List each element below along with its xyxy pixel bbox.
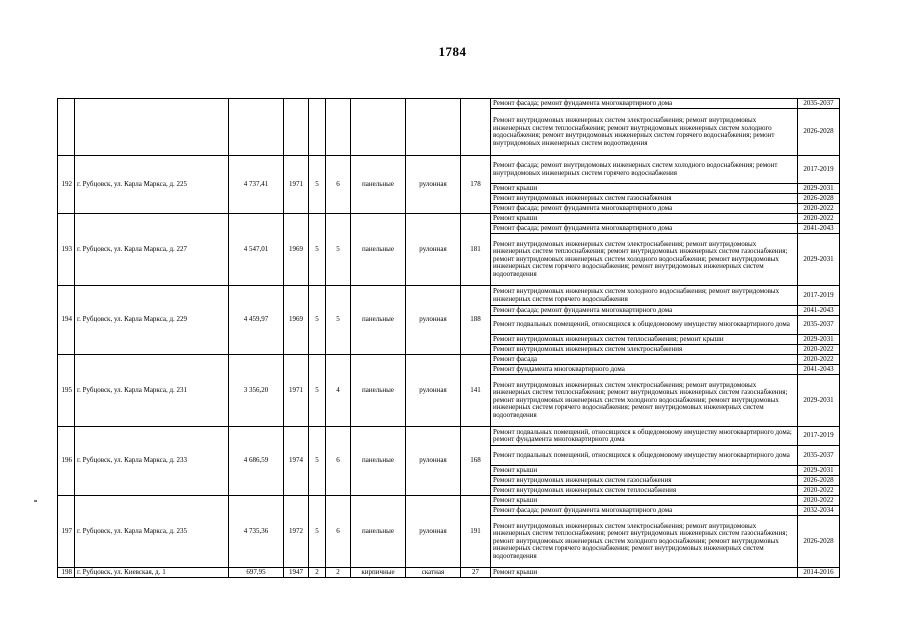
work-description: Ремонт фасада; ремонт фундамента многоквартирного дома (491, 99, 798, 109)
building-entrances: 4 (326, 355, 351, 427)
work-period: 2029-2031 (798, 375, 840, 427)
building-roof-type: рулонная (406, 156, 461, 214)
table-row (58, 496, 840, 506)
building-floors (309, 99, 326, 156)
work-description: Ремонт подвальных помещений, относящихся к общедомовому имуществу многоквартирного дома; ремонт фундамента многоквартирного дома (491, 427, 798, 446)
work-description: Ремонт фасада; ремонт внутридомовых инженерных систем холодного водоснабжения; ремонт внутридомовых инженерных систем горячего водоснабжения (491, 156, 798, 184)
building-apartments: 188 (461, 286, 491, 355)
work-period: 2017-2019 (798, 427, 840, 446)
building-roof-type (406, 99, 461, 156)
building-entrances: 5 (326, 286, 351, 355)
building-floors: 5 (309, 427, 326, 496)
work-description: Ремонт фасада; ремонт фундамента многоквартирного дома (491, 204, 798, 214)
building-floors: 5 (309, 156, 326, 214)
work-description: Ремонт внутридомовых инженерных систем электроснабжения; ремонт внутридомовых инженерных систем теплоснабжения; ремонт внутридомовых инженерных систем газоснабжения; ремонт внутридомовых инженерных систем холодного водоснабжения; ремонт внутридомовых инженерных систем горячего водоснабжения; ремонт внутридомовых инженерных систем водоотведения (491, 375, 798, 427)
building-area: 4 737,41 (229, 156, 284, 214)
building-area: 4 686,59 (229, 427, 284, 496)
building-roof-type: рулонная (406, 427, 461, 496)
work-description: Ремонт внутридомовых инженерных систем электроснабжения (491, 345, 798, 355)
building-number: 197 (58, 496, 75, 568)
table-row (58, 99, 840, 109)
work-description: Ремонт крыши (491, 568, 798, 578)
building-wall-material: панельные (351, 355, 406, 427)
work-period: 2017-2019 (798, 286, 840, 306)
building-entrances: 5 (326, 214, 351, 286)
building-entrances: 6 (326, 496, 351, 568)
building-year: 1947 (284, 568, 309, 578)
building-number: 196 (58, 427, 75, 496)
building-apartments: 191 (461, 496, 491, 568)
work-description: Ремонт фасада; ремонт фундамента многоквартирного дома (491, 506, 798, 516)
building-apartments: 27 (461, 568, 491, 578)
building-wall-material (351, 99, 406, 156)
work-period: 2026-2028 (798, 516, 840, 568)
building-address: г. Рубцовск, ул. Карла Маркса, д. 235 (75, 496, 229, 568)
work-period: 2026-2028 (798, 194, 840, 204)
building-wall-material: панельные (351, 214, 406, 286)
work-period: 2020-2022 (798, 355, 840, 365)
building-address: г. Рубцовск, ул. Карла Маркса, д. 229 (75, 286, 229, 355)
building-area: 3 356,20 (229, 355, 284, 427)
building-floors: 5 (309, 355, 326, 427)
work-description: Ремонт внутридомовых инженерных систем газоснабжения (491, 194, 798, 204)
work-period: 2029-2031 (798, 466, 840, 476)
work-description: Ремонт фасада; ремонт фундамента многоквартирного дома (491, 306, 798, 316)
building-wall-material: панельные (351, 156, 406, 214)
work-period: 2032-2034 (798, 506, 840, 516)
building-address: г. Рубцовск, ул. Карла Маркса, д. 231 (75, 355, 229, 427)
work-description: Ремонт внутридомовых инженерных систем теплоснабжения (491, 486, 798, 496)
building-year: 1969 (284, 214, 309, 286)
work-description: Ремонт подвальных помещений, относящихся к общедомовому имуществу многоквартирного дома (491, 316, 798, 335)
table-row (58, 214, 840, 224)
work-period: 2041-2043 (798, 224, 840, 234)
work-description: Ремонт внутридомовых инженерных систем электроснабжения; ремонт внутридомовых инженерных систем теплоснабжения; ремонт внутридомовых инженерных систем газоснабжения; ремонт внутридомовых инженерных систем холодного водоснабжения; ремонт внутридомовых инженерных систем горячего водоснабжения; ремонт внутридомовых инженерных систем водоотведения (491, 516, 798, 568)
building-address: г. Рубцовск, ул. Карла Маркса, д. 225 (75, 156, 229, 214)
building-roof-type: рулонная (406, 355, 461, 427)
work-description: Ремонт фундамента многоквартирного дома (491, 365, 798, 375)
building-number: 193 (58, 214, 75, 286)
building-entrances (326, 99, 351, 156)
work-description: Ремонт крыши (491, 496, 798, 506)
work-period: 2029-2031 (798, 234, 840, 286)
building-area: 4 547,01 (229, 214, 284, 286)
building-address: г. Рубцовск, ул. Карла Маркса, д. 233 (75, 427, 229, 496)
work-period: 2020-2022 (798, 496, 840, 506)
work-period: 2035-2037 (798, 316, 840, 335)
page-number: 1784 (438, 44, 467, 59)
work-period: 2020-2022 (798, 204, 840, 214)
work-description: Ремонт внутридомовых инженерных систем электроснабжения; ремонт внутридомовых инженерных систем теплоснабжения; ремонт внутридомовых инженерных систем газоснабжения; ремонт внутридомовых инженерных систем холодного водоснабжения; ремонт внутридомовых инженерных систем горячего водоснабжения; ремонт внутридомовых инженерных систем водоотведения (491, 234, 798, 286)
building-wall-material: панельные (351, 286, 406, 355)
work-period: 2041-2043 (798, 306, 840, 316)
table-row (58, 355, 840, 365)
table-row (58, 568, 840, 578)
scan-mark (34, 500, 37, 502)
work-period: 2035-2037 (798, 446, 840, 466)
work-description: Ремонт фасада; ремонт фундамента многоквартирного дома (491, 224, 798, 234)
building-roof-type: рулонная (406, 496, 461, 568)
work-description: Ремонт внутридомовых инженерных систем холодного водоснабжения; ремонт внутридомовых инженерных систем горячего водоснабжения (491, 286, 798, 306)
building-floors: 5 (309, 286, 326, 355)
building-entrances: 6 (326, 156, 351, 214)
building-area: 697,95 (229, 568, 284, 578)
building-floors: 5 (309, 496, 326, 568)
work-period: 2020-2022 (798, 486, 840, 496)
building-year: 1971 (284, 156, 309, 214)
building-number (58, 99, 75, 156)
building-apartments: 168 (461, 427, 491, 496)
building-year: 1969 (284, 286, 309, 355)
building-apartments: 181 (461, 214, 491, 286)
work-description: Ремонт фасада (491, 355, 798, 365)
repair-program-table (57, 98, 840, 578)
work-description: Ремонт крыши (491, 214, 798, 224)
building-wall-material: кирпичные (351, 568, 406, 578)
building-number: 192 (58, 156, 75, 214)
building-area: 4 735,36 (229, 496, 284, 568)
building-area: 4 459,97 (229, 286, 284, 355)
building-number: 198 (58, 568, 75, 578)
work-description: Ремонт внутридомовых инженерных систем электроснабжения; ремонт внутридомовых инженерных систем теплоснабжения; ремонт внутридомовых инженерных систем холодного водоснабжения; ремонт внутридомовых инженерных систем горячего водоснабжения; ремонт внутридомовых инженерных систем водоотведения (491, 109, 798, 156)
building-roof-type: скатная (406, 568, 461, 578)
building-area (229, 99, 284, 156)
building-address: г. Рубцовск, ул. Киевская, д. 1 (75, 568, 229, 578)
work-period: 2014-2016 (798, 568, 840, 578)
work-description: Ремонт внутридомовых инженерных систем газоснабжения (491, 476, 798, 486)
work-period: 2035-2037 (798, 99, 840, 109)
work-period: 2029-2031 (798, 184, 840, 194)
table-row (58, 156, 840, 184)
building-wall-material: панельные (351, 496, 406, 568)
building-floors: 5 (309, 214, 326, 286)
building-wall-material: панельные (351, 427, 406, 496)
building-floors: 2 (309, 568, 326, 578)
building-address (75, 99, 229, 156)
building-roof-type: рулонная (406, 286, 461, 355)
building-apartments: 141 (461, 355, 491, 427)
building-apartments: 178 (461, 156, 491, 214)
building-year: 1974 (284, 427, 309, 496)
work-period: 2026-2028 (798, 476, 840, 486)
table-row (58, 286, 840, 306)
work-period: 2017-2019 (798, 156, 840, 184)
building-year: 1972 (284, 496, 309, 568)
work-period: 2020-2022 (798, 345, 840, 355)
table-row (58, 427, 840, 446)
work-description: Ремонт подвальных помещений, относящихся к общедомовому имуществу многоквартирного дома (491, 446, 798, 466)
building-address: г. Рубцовск, ул. Карла Маркса, д. 227 (75, 214, 229, 286)
building-number: 194 (58, 286, 75, 355)
building-roof-type: рулонная (406, 214, 461, 286)
work-period: 2029-2031 (798, 335, 840, 345)
building-entrances: 6 (326, 427, 351, 496)
work-period: 2020-2022 (798, 214, 840, 224)
work-period: 2041-2043 (798, 365, 840, 375)
work-description: Ремонт крыши (491, 466, 798, 476)
building-apartments (461, 99, 491, 156)
work-description: Ремонт крыши (491, 184, 798, 194)
work-description: Ремонт внутридомовых инженерных систем теплоснабжения; ремонт крыши (491, 335, 798, 345)
building-year (284, 99, 309, 156)
building-entrances: 2 (326, 568, 351, 578)
building-year: 1971 (284, 355, 309, 427)
work-period: 2026-2028 (798, 109, 840, 156)
building-number: 195 (58, 355, 75, 427)
